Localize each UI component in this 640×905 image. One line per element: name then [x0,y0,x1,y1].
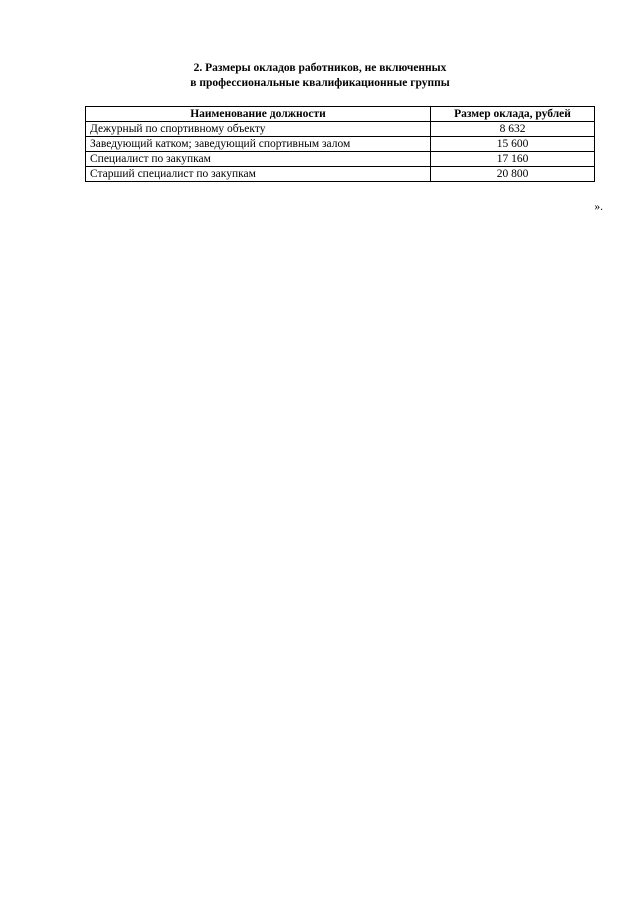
table-header-row [86,107,595,122]
salary-table [85,106,595,182]
salary-cell: 17 160 [431,152,595,167]
column-header-position: Наименование должности [86,107,431,122]
table-row [86,152,595,167]
salary-cell: 8 632 [431,122,595,137]
table-row [86,167,595,182]
section-heading-line-1: 2. Размеры окладов работников, не включенных [193,62,447,74]
section-heading [0,61,640,91]
section-heading-line-2: в профессиональные квалификационные группы [190,77,450,89]
position-cell: Старший специалист по закупкам [86,167,431,182]
salary-cell: 20 800 [431,167,595,182]
column-header-salary: Размер оклада, рублей [431,107,595,122]
table-row [86,122,595,137]
position-cell: Специалист по закупкам [86,152,431,167]
salary-cell: 15 600 [431,137,595,152]
table-row [86,137,595,152]
position-cell: Заведующий катком; заведующий спортивным залом [86,137,431,152]
closing-quote-mark: ». [594,201,603,213]
position-cell: Дежурный по спортивному объекту [86,122,431,137]
